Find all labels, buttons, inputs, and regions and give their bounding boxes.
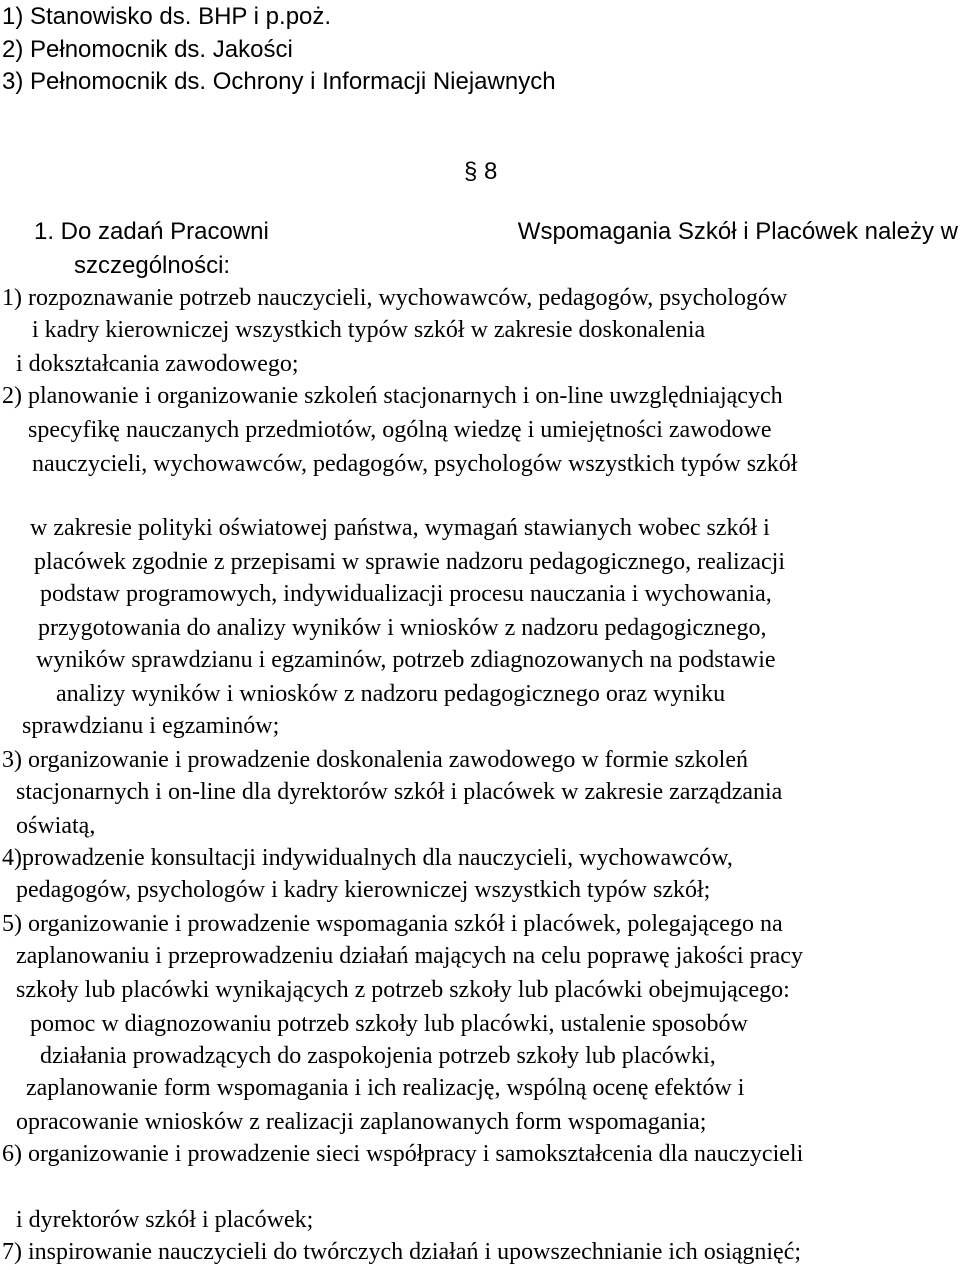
item-2-line-1: 2) planowanie i organizowanie szkoleń stacjonarnych i on-line uwzględniających	[2, 383, 783, 409]
item-2-line-9: analizy wyników i wniosków z nadzoru pedagogicznego oraz wyniku	[56, 681, 726, 707]
paragraph-1-intro-cont: szczególności:	[74, 252, 231, 279]
item-7-line-1: 7) inspirowanie nauczycieli do twórczych działań i upowszechnianie ich osiągnięć;	[2, 1239, 802, 1265]
item-2-line-5: placówek zgodnie z przepisami w sprawie nadzoru pedagogicznego, realizacji	[34, 549, 785, 575]
item-5-line-7: opracowanie wniosków z realizacji zaplanowanych form wspomagania;	[16, 1109, 707, 1135]
item-5-line-5: działania prowadzących do zaspokojenia potrzeb szkoły lub placówki,	[40, 1043, 716, 1069]
item-6-line-1: 6) organizowanie i prowadzenie sieci współpracy i samokształcenia dla nauczycieli	[2, 1141, 804, 1167]
item-5-line-4: pomoc w diagnozowaniu potrzeb szkoły lub placówki, ustalenie sposobów	[30, 1011, 748, 1037]
intro-text-a: 1. Do zadań Pracowni	[34, 218, 269, 245]
intro-text-b: Wspomagania Szkół i Placówek należy w	[517, 218, 958, 245]
item-3-line-1: 3) organizowanie i prowadzenie doskonalenia zawodowego w formie szkoleń	[2, 747, 748, 773]
paragraph-1-intro	[34, 218, 958, 246]
item-2-line-2: specyfikę nauczanych przedmiotów, ogólną wiedzę i umiejętności zawodowe	[28, 417, 772, 443]
item-2-line-10: sprawdzianu i egzaminów;	[22, 713, 280, 739]
item-5-line-2: zaplanowaniu i przeprowadzeniu działań mających na celu poprawę jakości pracy	[16, 943, 803, 969]
item-1-line-1: 1) rozpoznawanie potrzeb nauczycieli, wychowawców, pedagogów, psychologów	[2, 285, 788, 311]
item-2-line-6: podstaw programowych, indywidualizacji procesu nauczania i wychowania,	[40, 581, 772, 607]
item-4-line-1: 4)prowadzenie konsultacji indywidualnych dla nauczycieli, wychowawców,	[2, 845, 733, 871]
header-item-bhp: 1) Stanowisko ds. BHP i p.poż.	[2, 3, 332, 30]
section-heading: § 8	[464, 158, 498, 185]
header-item-ochrona: 3) Pełnomocnik ds. Ochrony i Informacji Niejawnych	[2, 68, 556, 95]
item-2-line-4: w zakresie polityki oświatowej państwa, wymagań stawianych wobec szkół i	[30, 515, 770, 541]
item-2-line-7: przygotowania do analizy wyników i wniosków z nadzoru pedagogicznego,	[38, 615, 767, 641]
item-3-line-2: stacjonarnych i on-line dla dyrektorów szkół i placówek w zakresie zarządzania	[16, 779, 783, 805]
item-1-line-2: i kadry kierowniczej wszystkich typów szkół w zakresie doskonalenia	[32, 317, 706, 343]
item-2-line-8: wyników sprawdzianu i egzaminów, potrzeb zdiagnozowanych na podstawie	[36, 647, 776, 673]
header-item-jakosc: 2) Pełnomocnik ds. Jakości	[2, 36, 293, 63]
item-3-line-3: oświatą,	[16, 813, 96, 839]
item-2-line-3: nauczycieli, wychowawców, pedagogów, psychologów wszystkich typów szkół	[32, 451, 798, 477]
item-4-line-2: pedagogów, psychologów i kadry kierowniczej wszystkich typów szkół;	[16, 877, 711, 903]
item-5-line-6: zaplanowanie form wspomagania i ich realizację, wspólną ocenę efektów i	[26, 1075, 745, 1101]
item-5-line-1: 5) organizowanie i prowadzenie wspomagania szkół i placówek, polegającego na	[2, 911, 783, 937]
item-6-line-2: i dyrektorów szkół i placówek;	[16, 1207, 314, 1233]
item-1-line-3: i dokształcania zawodowego;	[16, 351, 299, 377]
item-5-line-3: szkoły lub placówki wynikających z potrzeb szkoły lub placówki obejmującego:	[16, 977, 790, 1003]
